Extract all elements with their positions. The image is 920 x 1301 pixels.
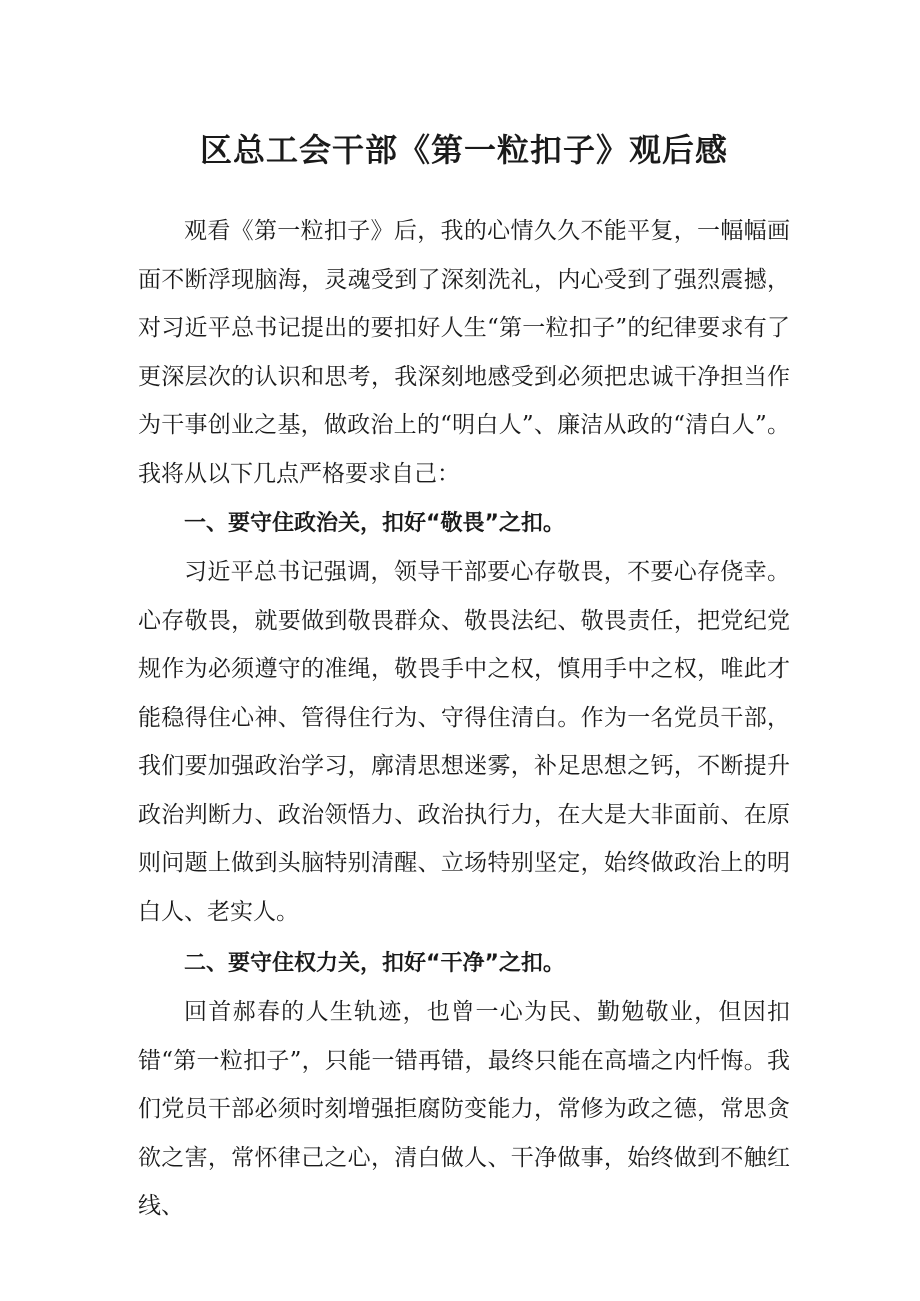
document-page (138, 0, 790, 1231)
section-1-body: 习近平总书记强调，领导干部要心存敬畏，不要心存侥幸。心存敬畏，就要做到敬畏群众、敬畏法纪、敬畏责任，把党纪党规作为必须遵守的准绳，敬畏手中之权，慎用手中之权，唯此才能稳得住心神、管得住行为、守得住清白。作为一名党员干部，我们要加强政治学习，廓清思想迷雾，补足思想之钙，不断提升政治判断力、政治领悟力、政治执行力，在大是大非面前、在原则问题上做到头脑特别清醒、立场特别坚定，始终做政治上的明白人、老实人。 (138, 559, 790, 925)
document-title: 区总工会干部《第一粒扣子》观后感 (199, 131, 728, 169)
section-2-body: 回首郝春的人生轨迹，也曾一心为民、勤勉敬业，但因扣错“第一粒扣子”，只能一错再错，最终只能在高墙之内忏悔。我们党员干部必须时刻增强拒腐防变能力，常修为政之德，常思贪欲之害，常怀律己之心，清白做人、干净做事，始终做到不触红线、 (138, 999, 790, 1219)
section-2-heading: 二、要守住权力关，扣好“干净”之扣。 (184, 951, 565, 976)
section-1-heading: 一、要守住政治关，扣好“敬畏”之扣。 (184, 511, 565, 536)
intro-paragraph: 观看《第一粒扣子》后，我的心情久久不能平复，一幅幅画面不断浮现脑海，灵魂受到了深刻洗礼，内心受到了强烈震撼，对习近平总书记提出的要扣好人生“第一粒扣子”的纪律要求有了更深层次的认识和思考，我深刻地感受到必须把忠诚干净担当作为干事创业之基，做政治上的“明白人”、廉洁从政的“清白人”。我将从以下几点严格要求自己： (138, 218, 790, 487)
